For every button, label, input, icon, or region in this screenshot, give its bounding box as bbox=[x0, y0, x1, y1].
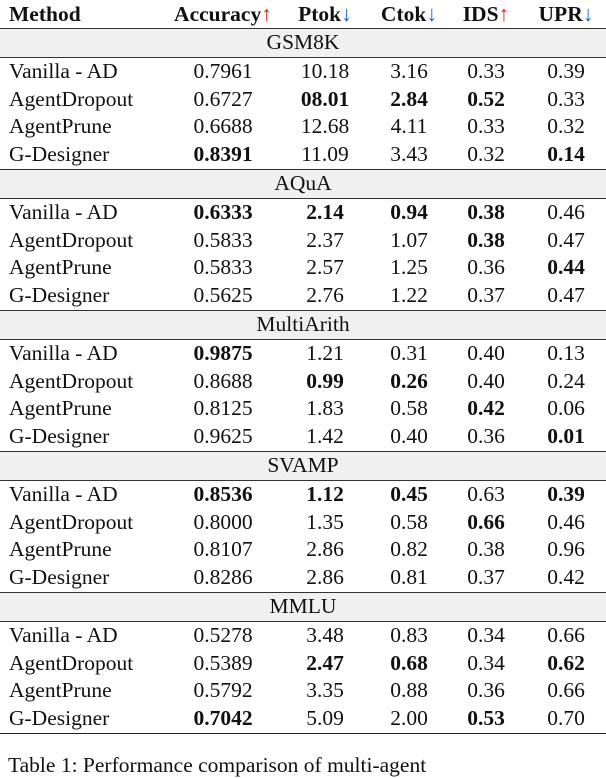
cell-ctok: 0.68 bbox=[390, 650, 428, 675]
cell-ptok: 2.76 bbox=[306, 283, 344, 308]
cell-ids: 0.36 bbox=[467, 255, 505, 280]
header-ptok: Ptok↓ bbox=[298, 2, 352, 26]
cell-ptok: 0.99 bbox=[306, 368, 344, 393]
cell-ctok: 0.94 bbox=[390, 199, 428, 224]
cell-ptok: 08.01 bbox=[300, 86, 350, 111]
table-body bbox=[0, 28, 606, 734]
cell-ids: 0.37 bbox=[467, 565, 505, 590]
cell-ptok: 2.47 bbox=[306, 650, 344, 675]
section-header: MultiArith bbox=[0, 310, 606, 340]
cell-upr: 0.24 bbox=[547, 368, 585, 393]
cell-ctok: 3.43 bbox=[390, 142, 428, 167]
cell-ids: 0.38 bbox=[467, 199, 505, 224]
cell-accuracy: 0.6333 bbox=[193, 199, 253, 224]
arrow-down-icon: ↓ bbox=[341, 2, 352, 26]
table-row bbox=[0, 227, 606, 255]
cell-ptok: 2.86 bbox=[306, 565, 344, 590]
table-row bbox=[0, 141, 606, 169]
cell-accuracy: 0.7961 bbox=[193, 58, 253, 83]
header-ctok: Ctok↓ bbox=[380, 2, 438, 26]
cell-upr: 0.44 bbox=[547, 255, 585, 280]
cell-method: AgentPrune bbox=[9, 537, 112, 562]
table-row bbox=[0, 395, 606, 423]
cell-method: AgentDropout bbox=[9, 368, 134, 393]
cell-upr: 0.32 bbox=[547, 114, 585, 139]
table-row bbox=[0, 58, 606, 86]
cell-ptok: 12.68 bbox=[300, 114, 350, 139]
header-row bbox=[0, 0, 606, 28]
cell-method: AgentPrune bbox=[9, 396, 112, 421]
cell-ctok: 0.82 bbox=[390, 537, 428, 562]
cell-method: G-Designer bbox=[9, 565, 110, 590]
cell-accuracy: 0.8536 bbox=[193, 481, 253, 506]
arrow-up-icon: ↑ bbox=[498, 2, 510, 26]
cell-method: G-Designer bbox=[9, 283, 110, 308]
cell-accuracy: 0.5389 bbox=[193, 650, 253, 675]
table-row bbox=[0, 622, 606, 650]
cell-ids: 0.32 bbox=[467, 142, 505, 167]
cell-method: AgentPrune bbox=[9, 678, 112, 703]
cell-upr: 0.66 bbox=[547, 622, 585, 647]
table-row bbox=[0, 86, 606, 114]
cell-accuracy: 0.5792 bbox=[193, 678, 253, 703]
cell-ctok: 0.58 bbox=[390, 509, 428, 534]
table-row bbox=[0, 254, 606, 282]
cell-method: AgentDropout bbox=[9, 650, 134, 675]
cell-ptok: 5.09 bbox=[306, 706, 344, 731]
cell-accuracy: 0.9625 bbox=[193, 424, 253, 449]
cell-ids: 0.63 bbox=[467, 481, 505, 506]
table-row bbox=[0, 677, 606, 705]
cell-accuracy: 0.7042 bbox=[193, 706, 253, 731]
cell-ids: 0.33 bbox=[467, 58, 505, 83]
cell-method: G-Designer bbox=[9, 424, 110, 449]
table-row bbox=[0, 705, 606, 733]
cell-ids: 0.40 bbox=[467, 340, 505, 365]
table-row bbox=[0, 340, 606, 368]
cell-method: AgentDropout bbox=[9, 509, 134, 534]
table-row bbox=[0, 509, 606, 537]
cell-upr: 0.06 bbox=[547, 396, 585, 421]
cell-method: Vanilla - AD bbox=[9, 58, 118, 83]
cell-ptok: 1.35 bbox=[306, 509, 344, 534]
arrow-up-icon: ↑ bbox=[261, 2, 272, 26]
cell-ids: 0.36 bbox=[467, 424, 505, 449]
header-ids: IDS↑ bbox=[462, 2, 510, 26]
cell-ids: 0.38 bbox=[467, 227, 505, 252]
header-accuracy: Accuracy↑ bbox=[174, 2, 272, 26]
cell-method: Vanilla - AD bbox=[9, 340, 118, 365]
cell-ptok: 1.42 bbox=[306, 424, 344, 449]
cell-upr: 0.70 bbox=[547, 706, 585, 731]
cell-method: AgentDropout bbox=[9, 227, 134, 252]
cell-ptok: 3.35 bbox=[306, 678, 344, 703]
header-method: Method bbox=[9, 2, 81, 26]
cell-accuracy: 0.8125 bbox=[193, 396, 253, 421]
header-upr: UPR↓ bbox=[538, 2, 594, 26]
cell-upr: 0.96 bbox=[547, 537, 585, 562]
cell-accuracy: 0.8391 bbox=[193, 142, 253, 167]
cell-ctok: 2.00 bbox=[390, 706, 428, 731]
cell-upr: 0.46 bbox=[547, 509, 585, 534]
cell-upr: 0.14 bbox=[547, 142, 585, 167]
cell-accuracy: 0.9875 bbox=[193, 340, 253, 365]
cell-upr: 0.66 bbox=[547, 678, 585, 703]
cell-method: Vanilla - AD bbox=[9, 481, 118, 506]
cell-ctok: 2.84 bbox=[390, 86, 428, 111]
table-row bbox=[0, 423, 606, 451]
cell-ptok: 2.14 bbox=[306, 199, 344, 224]
table-row bbox=[0, 199, 606, 227]
cell-ids: 0.38 bbox=[467, 537, 505, 562]
cell-accuracy: 0.5833 bbox=[193, 255, 253, 280]
cell-accuracy: 0.5625 bbox=[193, 283, 253, 308]
cell-ptok: 1.12 bbox=[306, 481, 344, 506]
cell-ctok: 0.88 bbox=[390, 678, 428, 703]
cell-ptok: 3.48 bbox=[306, 622, 344, 647]
cell-method: AgentDropout bbox=[9, 86, 134, 111]
section-header: MMLU bbox=[0, 592, 606, 622]
cell-ctok: 0.81 bbox=[390, 565, 428, 590]
cell-ids: 0.40 bbox=[467, 368, 505, 393]
cell-upr: 0.62 bbox=[547, 650, 585, 675]
cell-ctok: 0.31 bbox=[390, 340, 428, 365]
cell-accuracy: 0.6688 bbox=[193, 114, 253, 139]
cell-ctok: 1.22 bbox=[390, 283, 428, 308]
cell-method: G-Designer bbox=[9, 142, 110, 167]
cell-ctok: 3.16 bbox=[390, 58, 428, 83]
cell-accuracy: 0.5278 bbox=[193, 622, 253, 647]
cell-ids: 0.66 bbox=[467, 509, 505, 534]
cell-ids: 0.53 bbox=[467, 706, 505, 731]
cell-upr: 0.39 bbox=[547, 58, 585, 83]
table-row bbox=[0, 113, 606, 141]
cell-ids: 0.34 bbox=[467, 650, 505, 675]
cell-accuracy: 0.8107 bbox=[193, 537, 253, 562]
cell-ptok: 2.86 bbox=[306, 537, 344, 562]
arrow-down-icon: ↓ bbox=[582, 2, 594, 26]
table-row bbox=[0, 368, 606, 396]
cell-ptok: 2.57 bbox=[306, 255, 344, 280]
section-header: GSM8K bbox=[0, 28, 606, 58]
table-caption: Table 1: Performance comparison of multi-agent bbox=[8, 753, 427, 777]
cell-ptok: 10.18 bbox=[300, 58, 350, 83]
cell-ctok: 0.40 bbox=[390, 424, 428, 449]
cell-ctok: 0.58 bbox=[390, 396, 428, 421]
section-header: SVAMP bbox=[0, 451, 606, 481]
cell-upr: 0.47 bbox=[547, 227, 585, 252]
arrow-down-icon: ↓ bbox=[426, 2, 438, 26]
cell-accuracy: 0.8000 bbox=[193, 509, 253, 534]
cell-upr: 0.13 bbox=[547, 340, 585, 365]
table-row bbox=[0, 481, 606, 509]
cell-method: AgentPrune bbox=[9, 255, 112, 280]
table-row bbox=[0, 650, 606, 678]
cell-ids: 0.34 bbox=[467, 622, 505, 647]
cell-upr: 0.42 bbox=[547, 565, 585, 590]
cell-ctok: 1.07 bbox=[390, 227, 428, 252]
cell-upr: 0.39 bbox=[547, 481, 585, 506]
cell-ptok: 11.09 bbox=[301, 142, 349, 167]
cell-method: Vanilla - AD bbox=[9, 199, 118, 224]
cell-accuracy: 0.8286 bbox=[193, 565, 253, 590]
cell-accuracy: 0.8688 bbox=[193, 368, 253, 393]
cell-upr: 0.46 bbox=[547, 199, 585, 224]
cell-ctok: 0.45 bbox=[390, 481, 428, 506]
cell-ptok: 2.37 bbox=[306, 227, 344, 252]
cell-upr: 0.47 bbox=[547, 283, 585, 308]
cell-ids: 0.52 bbox=[467, 86, 505, 111]
table-row bbox=[0, 564, 606, 592]
cell-ids: 0.33 bbox=[467, 114, 505, 139]
cell-method: AgentPrune bbox=[9, 114, 112, 139]
cell-ctok: 0.26 bbox=[390, 368, 428, 393]
cell-ptok: 1.83 bbox=[306, 396, 344, 421]
cell-method: G-Designer bbox=[9, 706, 110, 731]
section-header: AQuA bbox=[0, 169, 606, 199]
cell-ctok: 4.11 bbox=[390, 114, 428, 139]
cell-ids: 0.37 bbox=[467, 283, 505, 308]
cell-accuracy: 0.5833 bbox=[193, 227, 253, 252]
cell-ctok: 0.83 bbox=[390, 622, 428, 647]
cell-ids: 0.36 bbox=[467, 678, 505, 703]
cell-ids: 0.42 bbox=[467, 396, 505, 421]
cell-accuracy: 0.6727 bbox=[193, 86, 253, 111]
cell-ctok: 1.25 bbox=[390, 255, 428, 280]
cell-ptok: 1.21 bbox=[306, 340, 344, 365]
cell-method: Vanilla - AD bbox=[9, 622, 118, 647]
cell-upr: 0.33 bbox=[547, 86, 585, 111]
table-row bbox=[0, 282, 606, 310]
cell-upr: 0.01 bbox=[547, 424, 585, 449]
table-row bbox=[0, 536, 606, 564]
